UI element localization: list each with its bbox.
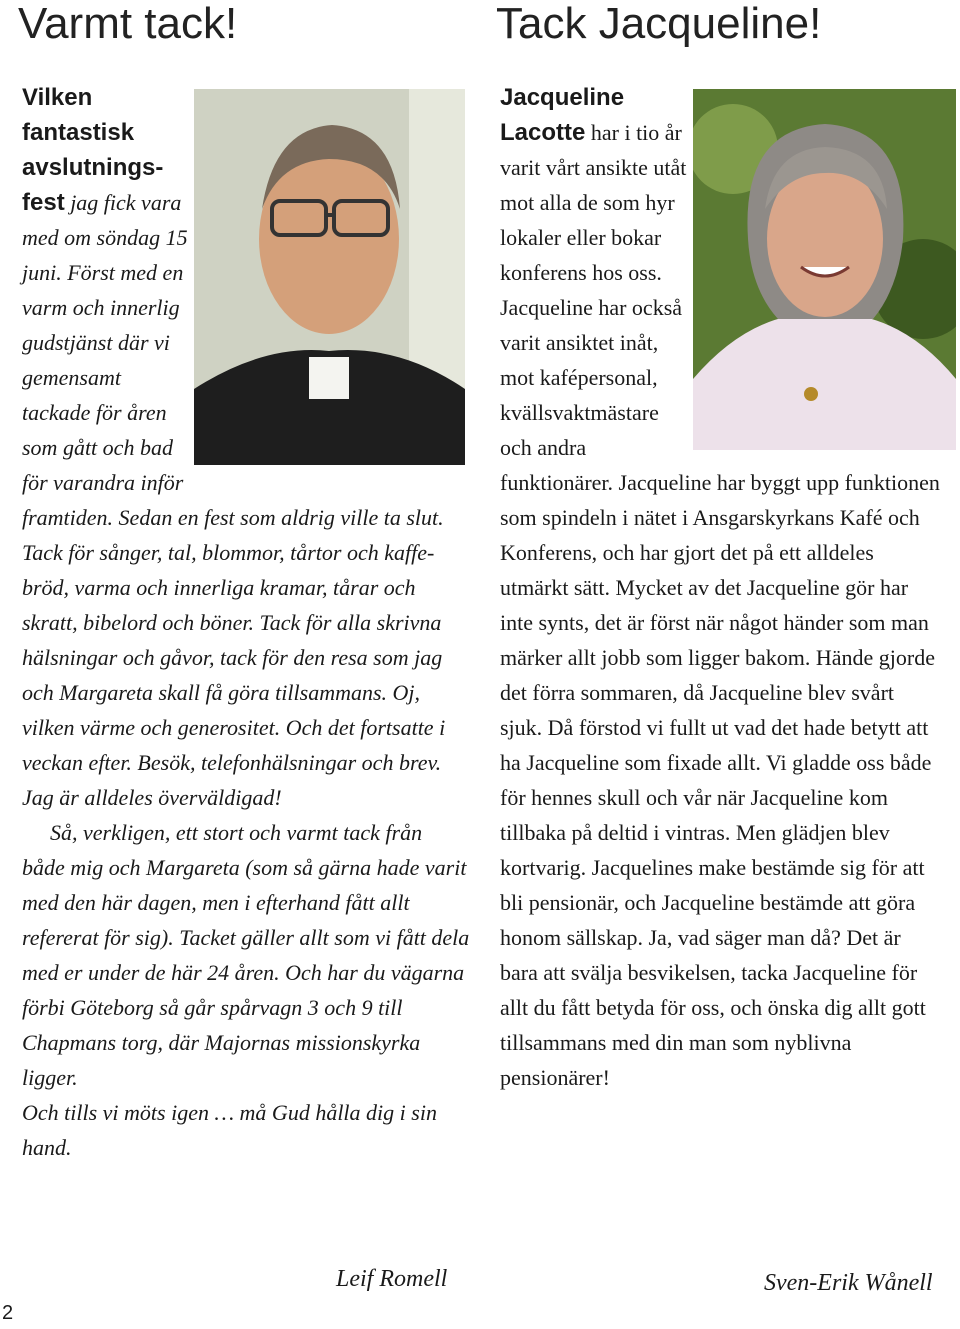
left-paragraph-2: Så, verkligen, ett stort och varmt tack från både mig och Margareta (som så gärna hade varit med den här dagen, men i efterhand fått allt refererat för sig). Tacket gäller allt som vi fått dela med er under de här 24 åren. Och har du vägarna förbi Göteborg så går spårvagn 3 och 9 till Chapmans torg, där Majornas missionskyrka ligger. <box>22 820 470 1090</box>
left-article-text <box>22 80 470 1165</box>
left-paragraph-3: Och tills vi möts igen … må Gud hålla dig i sin hand. <box>22 1100 437 1160</box>
right-article-title: Tack Jacqueline! <box>496 0 822 48</box>
left-body-text: jag fick vara med om söndag 15 juni. Först med en varm och innerlig gudstjänst där vi gemensamt tackade för åren som gått och bad för varandra inför framtiden. Sedan en fest som aldrig ville ta slut. Tack för sånger, tal, blommor, tårtor och kaffebröd, varma och innerliga kramar, tårar och skratt, bibelord och böner. Tack för alla skrivna hälsningar och gåvor, tack för den resa som jag och Margareta skall få göra tillsammans. Oj, vilken värme och generositet. Och det fortsatte i veckan efter. Besök, telefonhälsningar och brev. Jag är alldeles överväldigad! <box>22 190 446 810</box>
right-lead-text: Jacqueline Lacotte <box>500 84 625 146</box>
left-signature: Leif Romell <box>336 1266 448 1292</box>
photo-wrap-spacer <box>690 80 940 458</box>
page-number: 2 <box>2 1302 14 1324</box>
photo-wrap-spacer <box>188 80 470 472</box>
right-article-text <box>500 80 940 1095</box>
left-lead-text: Vilken fantastisk avslutningsfest <box>22 84 164 216</box>
right-signature: Sven-Erik Wånell <box>764 1270 933 1296</box>
right-body-text: har i tio år varit vårt ansikte utåt mot alla de som hyr lokaler eller bokar konferens hos oss. Jacqueline har också varit ansiktet inåt, mot kafépersonal, kvällsvaktmästare och andra funktionärer. Jacqueline har byggt upp funktionen som spindeln i nätet i Ansgarskyrkans Kafé och Konferens, och har gjort det på ett alldeles utmärkt sätt. Mycket av det Jacqueline gör har inte synts, det är först när något händer som man märker allt jobb som ligger bakom. Hände gjorde det förra sommaren, då Jacqueline blev svårt sjuk. Då förstod vi fullt ut vad det hade betytt att ha Jacqueline som fixade allt. Vi gladde oss både för hennes skull och vår när Jacqueline kom tillbaka på deltid i vintras. Men glädjen blev kortvarig. Jacquelines make bestämde sig för att bli pensionär, och Jacqueline bestämde att göra honom sällskap. Ja, vad säger man då? Det är bara att svälja besvikelsen, tacka Jacqueline för allt du fått betyda för oss, och önska dig allt gott tillsammans med din man som nyblivna pensionärer! <box>500 120 940 1090</box>
left-article-title: Varmt tack! <box>18 0 238 48</box>
